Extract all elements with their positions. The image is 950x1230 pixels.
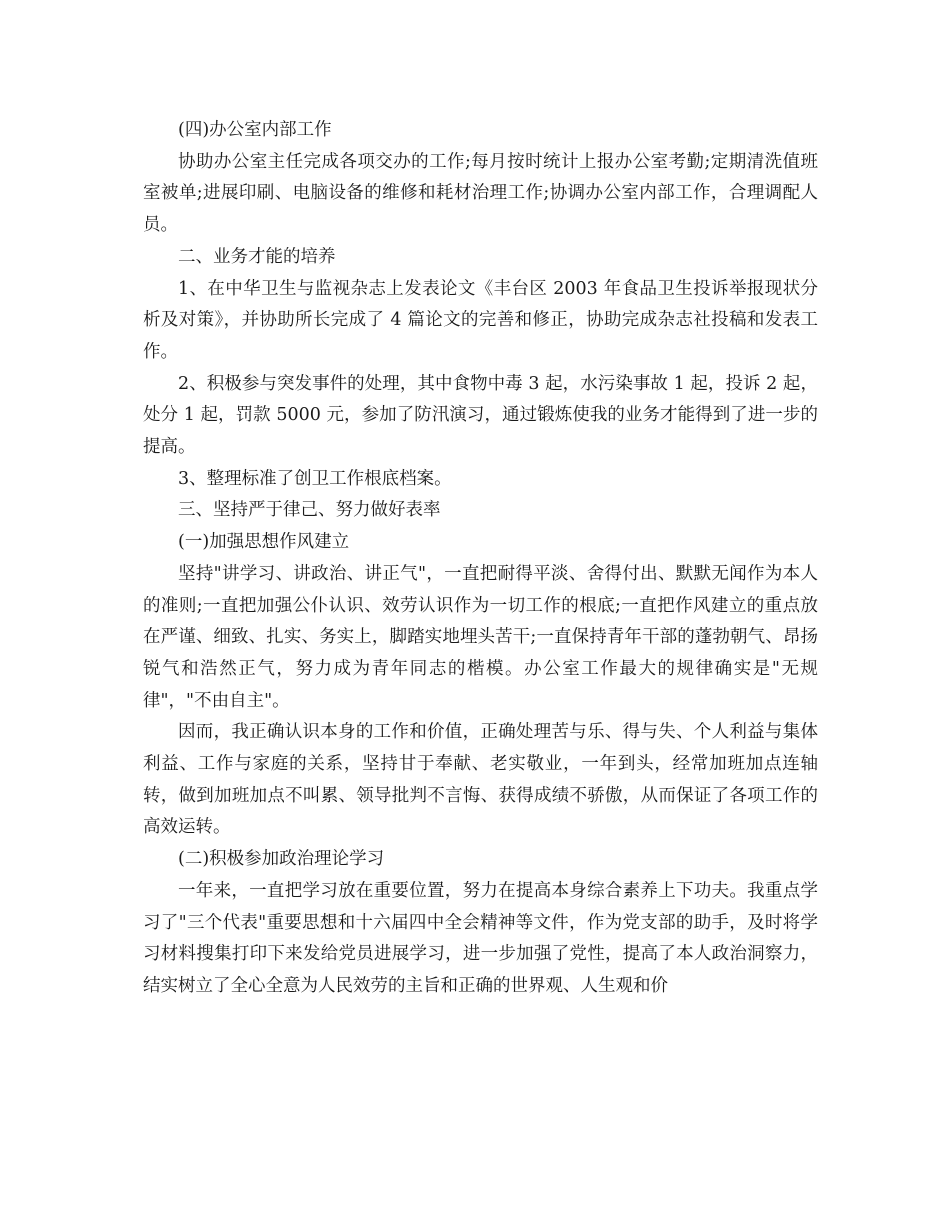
paragraph-political-study: 一年来，一直把学习放在重要位置，努力在提高本身综合素养上下功夫。我重点学习了"三个代表"重要思想和十六届四中全会精神等文件，作为党支部的助手，及时将学习材料搜集打印下来发给党员进展学习，进一步加强了党性，提高了本人政治洞察力，结实树立了全心全意为人民效劳的主旨和正确的世界观、人生观和价 <box>143 880 818 996</box>
paragraph-item-2-emergencies: 2、积极参与突发事件的处理，其中食物中毒 3 起，水污染事故 1 起，投诉 2 起，处分 1 起，罚款 5000 元，参加了防汛演习，通过锻炼使我的业务才能得到了进一步的提高。 <box>143 373 818 458</box>
paragraph-item-1-papers: 1、在中华卫生与监视杂志上发表论文《丰台区 2003 年食品卫生投诉举报现状分析及对策》，并协助所长完成了 4 篇论文的完善和修正，协助完成杂志社投稿和发表工作。 <box>143 278 818 362</box>
section-heading-office-internal: (四)办公室内部工作 <box>178 120 332 140</box>
subsection-heading-work-style: (一)加强思想作风建立 <box>178 532 350 553</box>
paragraph-values: 因而，我正确认识本身的工作和价值，正确处理苦与乐、得与失、个人利益与集体利益、工作与家庭的关系，坚持甘于奉献、老实敬业，一年到头，经常加班加点连轴转，做到加班加点不叫累、领导批判不言悔、获得成绩不骄傲，从而保证了各项工作的高效运转。 <box>143 722 818 838</box>
document-body <box>143 115 818 1003</box>
paragraph-item-3-archives: 3、整理标准了创卫工作根底档案。 <box>178 468 452 489</box>
subsection-heading-political-study: (二)积极参加政治理论学习 <box>178 849 385 870</box>
paragraph-office-duties: 协助办公室主任完成各项交办的工作;每月按时统计上报办公室考勤;定期清洗值班室被单;进展印刷、电脑设备的维修和耗材治理工作;协调办公室内部工作，合理调配人员。 <box>143 151 818 236</box>
paragraph-work-style: 坚持"讲学习、讲政治、讲正气"，一直把耐得平淡、舍得付出、默默无闻作为本人的准则;一直把加强公仆认识、效劳认识作为一切工作的根底;一直把作风建立的重点放在严谨、细致、扎实、务实上，脚踏实地埋头苦干;一直保持青年干部的蓬勃朝气、昂扬锐气和浩然正气，努力成为青年同志的楷模。办公室工作最大的规律确实是"无规律"，"不由自主"。 <box>143 563 818 711</box>
section-heading-self-discipline: 三、坚持严于律己、努力做好表率 <box>178 500 441 521</box>
section-heading-business-skills: 二、业务才能的培养 <box>178 246 336 267</box>
